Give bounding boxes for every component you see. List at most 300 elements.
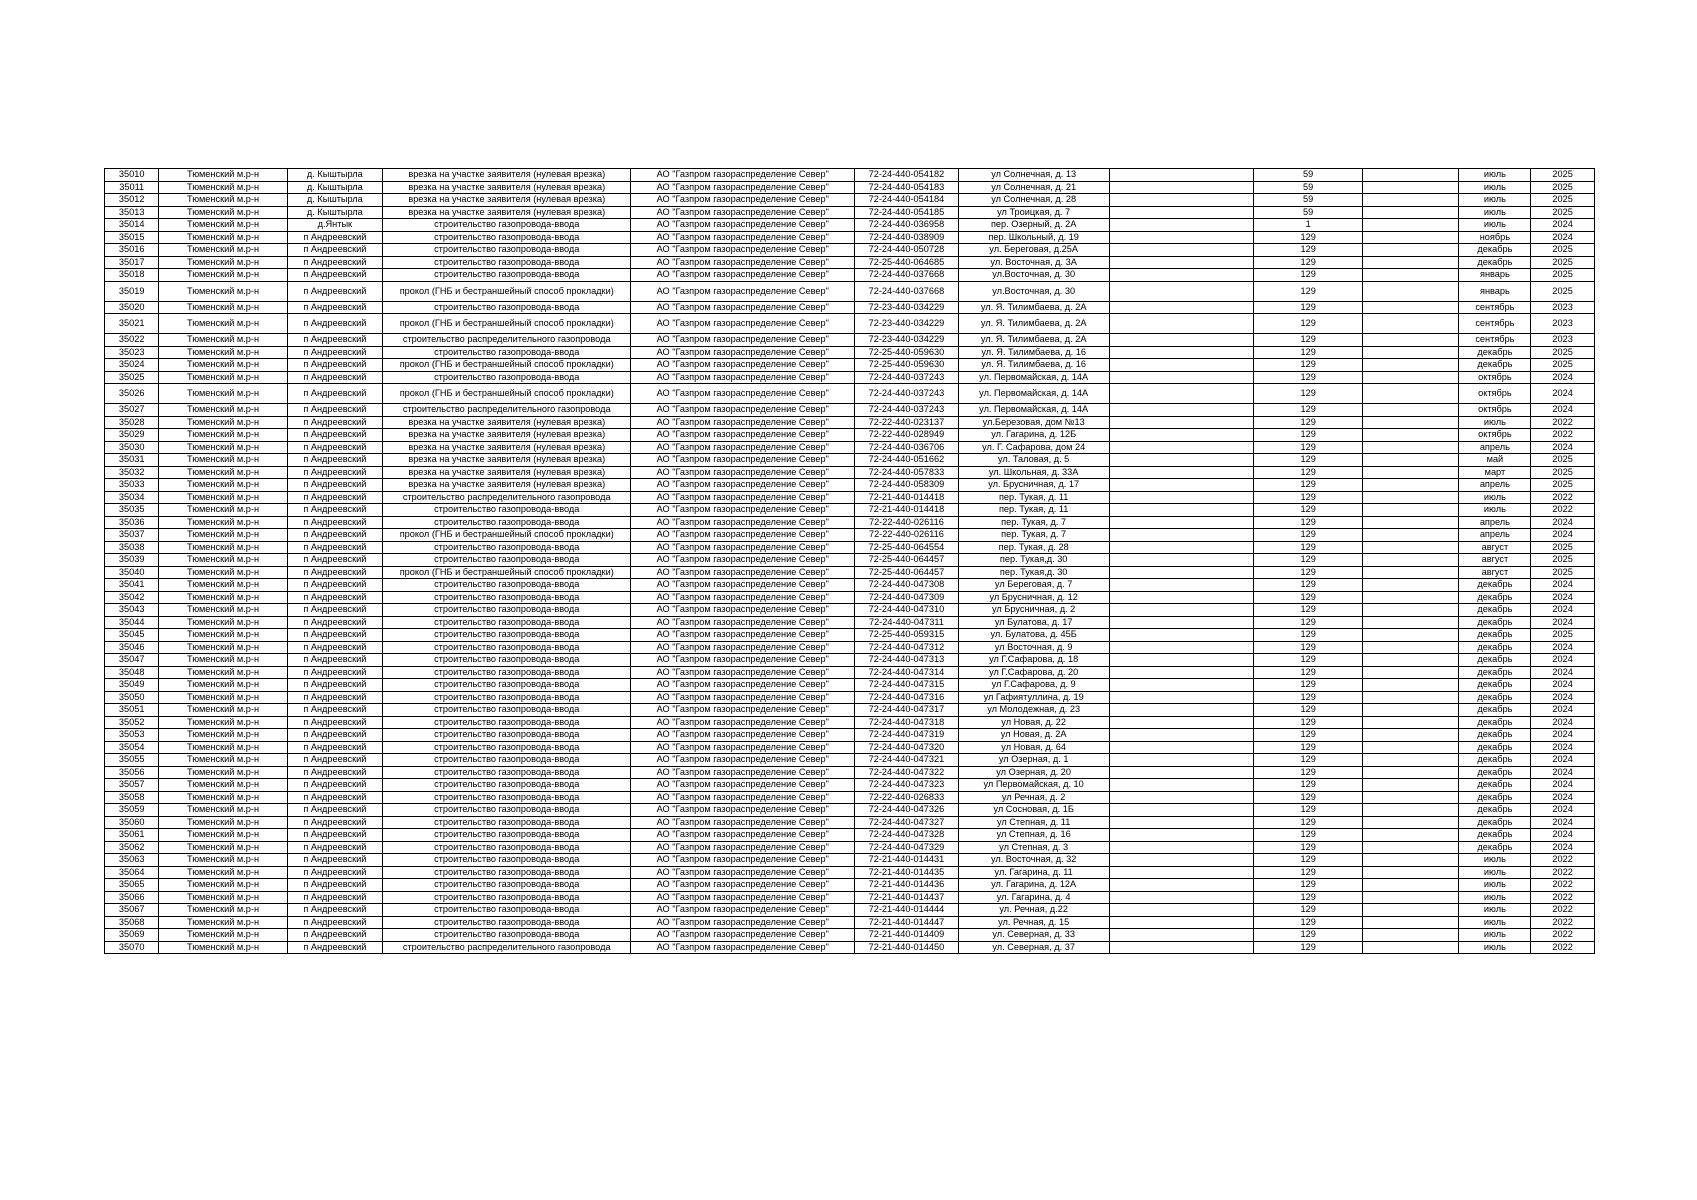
table-row [105, 429, 1595, 442]
cell-value: 59 [1254, 194, 1363, 207]
cell-address: ул. Северная, д. 33 [958, 929, 1109, 942]
cell-month: июль [1459, 194, 1531, 207]
cell-value: 129 [1254, 641, 1363, 654]
cell-work-type: врезка на участке заявителя (нулевая врезка) [383, 416, 631, 429]
table-row [105, 541, 1595, 554]
cell-extra1 [1109, 479, 1254, 492]
cell-address: ул. Я. Тилимбаева, д. 2А [958, 334, 1109, 347]
cell-year: 2025 [1531, 479, 1595, 492]
cell-address: ул Береговая, д. 7 [958, 579, 1109, 592]
cell-code: 72-24-440-057833 [855, 466, 959, 479]
cell-year: 2024 [1531, 704, 1595, 717]
cell-code: 72-21-440-014447 [855, 916, 959, 929]
cell-district: Тюменский м.р-н [159, 256, 287, 269]
cell-year: 2023 [1531, 334, 1595, 347]
cell-district: Тюменский м.р-н [159, 384, 287, 404]
cell-address: пер. Тукая, д. 28 [958, 541, 1109, 554]
cell-id: 35058 [105, 791, 159, 804]
cell-extra1 [1109, 371, 1254, 384]
table-row [105, 816, 1595, 829]
table-row [105, 829, 1595, 842]
cell-year: 2024 [1531, 529, 1595, 542]
cell-year: 2024 [1531, 404, 1595, 417]
cell-extra2 [1363, 314, 1459, 334]
cell-work-type: строительство газопровода-ввода [383, 879, 631, 892]
cell-code: 72-24-440-047320 [855, 741, 959, 754]
cell-extra2 [1363, 741, 1459, 754]
cell-extra2 [1363, 269, 1459, 282]
cell-extra1 [1109, 704, 1254, 717]
cell-work-type: строительство газопровода-ввода [383, 779, 631, 792]
cell-settlement: п Андреевский [287, 816, 382, 829]
cell-address: ул. Северная, д. 37 [958, 941, 1109, 954]
table-row [105, 779, 1595, 792]
cell-value: 129 [1254, 244, 1363, 257]
cell-district: Тюменский м.р-н [159, 641, 287, 654]
cell-id: 35021 [105, 314, 159, 334]
cell-work-type: врезка на участке заявителя (нулевая врезка) [383, 454, 631, 467]
cell-organization: АО "Газпром газораспределение Север" [631, 616, 855, 629]
cell-settlement: п Андреевский [287, 779, 382, 792]
cell-district: Тюменский м.р-н [159, 429, 287, 442]
cell-extra2 [1363, 616, 1459, 629]
cell-settlement: п Андреевский [287, 941, 382, 954]
cell-address: ул Восточная, д. 9 [958, 641, 1109, 654]
cell-settlement: п Андреевский [287, 371, 382, 384]
cell-organization: АО "Газпром газораспределение Север" [631, 679, 855, 692]
cell-month: январь [1459, 281, 1531, 301]
cell-settlement: п Андреевский [287, 716, 382, 729]
cell-id: 35070 [105, 941, 159, 954]
table-row [105, 219, 1595, 232]
cell-year: 2022 [1531, 416, 1595, 429]
cell-code: 72-24-440-047319 [855, 729, 959, 742]
cell-district: Тюменский м.р-н [159, 941, 287, 954]
cell-year: 2025 [1531, 629, 1595, 642]
cell-id: 35023 [105, 346, 159, 359]
table-row [105, 504, 1595, 517]
table-row [105, 854, 1595, 867]
cell-extra1 [1109, 169, 1254, 182]
table-row [105, 741, 1595, 754]
cell-extra1 [1109, 256, 1254, 269]
cell-month: декабрь [1459, 779, 1531, 792]
cell-value: 129 [1254, 429, 1363, 442]
cell-id: 35064 [105, 866, 159, 879]
cell-code: 72-24-440-047311 [855, 616, 959, 629]
cell-extra1 [1109, 791, 1254, 804]
cell-district: Тюменский м.р-н [159, 754, 287, 767]
cell-work-type: строительство газопровода-ввода [383, 301, 631, 314]
cell-organization: АО "Газпром газораспределение Север" [631, 491, 855, 504]
cell-year: 2024 [1531, 779, 1595, 792]
cell-month: сентябрь [1459, 334, 1531, 347]
cell-year: 2022 [1531, 929, 1595, 942]
cell-month: декабрь [1459, 591, 1531, 604]
cell-organization: АО "Газпром газораспределение Север" [631, 479, 855, 492]
cell-value: 129 [1254, 729, 1363, 742]
cell-district: Тюменский м.р-н [159, 716, 287, 729]
cell-year: 2025 [1531, 206, 1595, 219]
cell-district: Тюменский м.р-н [159, 194, 287, 207]
cell-year: 2025 [1531, 181, 1595, 194]
cell-value: 129 [1254, 854, 1363, 867]
table-row [105, 941, 1595, 954]
cell-id: 35016 [105, 244, 159, 257]
cell-value: 129 [1254, 716, 1363, 729]
cell-address: ул. Первомайская, д. 14А [958, 371, 1109, 384]
cell-address: ул Г.Сафарова, д. 9 [958, 679, 1109, 692]
cell-extra1 [1109, 604, 1254, 617]
cell-value: 129 [1254, 491, 1363, 504]
cell-code: 72-24-440-047317 [855, 704, 959, 717]
cell-id: 35063 [105, 854, 159, 867]
cell-work-type: строительство газопровода-ввода [383, 604, 631, 617]
cell-work-type: строительство газопровода-ввода [383, 766, 631, 779]
cell-value: 129 [1254, 741, 1363, 754]
cell-address: ул Речная, д. 2 [958, 791, 1109, 804]
cell-address: ул Степная, д. 3 [958, 841, 1109, 854]
table-row [105, 791, 1595, 804]
cell-district: Тюменский м.р-н [159, 729, 287, 742]
cell-id: 35050 [105, 691, 159, 704]
cell-month: декабрь [1459, 579, 1531, 592]
cell-district: Тюменский м.р-н [159, 244, 287, 257]
table-row [105, 359, 1595, 372]
records-table [104, 168, 1595, 954]
cell-settlement: п Андреевский [287, 854, 382, 867]
cell-value: 129 [1254, 629, 1363, 642]
cell-district: Тюменский м.р-н [159, 616, 287, 629]
cell-extra2 [1363, 866, 1459, 879]
cell-value: 129 [1254, 941, 1363, 954]
cell-value: 129 [1254, 754, 1363, 767]
cell-month: август [1459, 541, 1531, 554]
cell-settlement: п Андреевский [287, 301, 382, 314]
cell-month: апрель [1459, 479, 1531, 492]
cell-organization: АО "Газпром газораспределение Север" [631, 666, 855, 679]
cell-address: ул Троицкая, д. 7 [958, 206, 1109, 219]
cell-extra1 [1109, 941, 1254, 954]
cell-extra2 [1363, 541, 1459, 554]
table-row [105, 916, 1595, 929]
cell-year: 2024 [1531, 604, 1595, 617]
cell-extra2 [1363, 691, 1459, 704]
cell-address: ул. Таловая, д. 5 [958, 454, 1109, 467]
cell-work-type: строительство распределительного газопровода [383, 404, 631, 417]
cell-organization: АО "Газпром газораспределение Север" [631, 929, 855, 942]
cell-settlement: п Андреевский [287, 466, 382, 479]
cell-extra1 [1109, 504, 1254, 517]
cell-extra2 [1363, 454, 1459, 467]
cell-month: декабрь [1459, 256, 1531, 269]
cell-settlement: п Андреевский [287, 334, 382, 347]
cell-month: апрель [1459, 529, 1531, 542]
cell-district: Тюменский м.р-н [159, 169, 287, 182]
cell-value: 129 [1254, 841, 1363, 854]
cell-year: 2022 [1531, 491, 1595, 504]
cell-organization: АО "Газпром газораспределение Север" [631, 579, 855, 592]
cell-extra1 [1109, 231, 1254, 244]
cell-district: Тюменский м.р-н [159, 929, 287, 942]
table-row [105, 181, 1595, 194]
cell-id: 35031 [105, 454, 159, 467]
cell-code: 72-24-440-047310 [855, 604, 959, 617]
cell-id: 35014 [105, 219, 159, 232]
cell-extra1 [1109, 384, 1254, 404]
cell-address: ул Степная, д. 16 [958, 829, 1109, 842]
cell-extra1 [1109, 314, 1254, 334]
table-row [105, 334, 1595, 347]
cell-work-type: строительство газопровода-ввода [383, 841, 631, 854]
cell-address: пер. Тукая, д. 7 [958, 516, 1109, 529]
cell-code: 72-24-440-054184 [855, 194, 959, 207]
cell-settlement: п Андреевский [287, 604, 382, 617]
cell-settlement: п Андреевский [287, 866, 382, 879]
cell-work-type: строительство газопровода-ввода [383, 854, 631, 867]
cell-work-type: строительство газопровода-ввода [383, 244, 631, 257]
cell-year: 2022 [1531, 879, 1595, 892]
cell-organization: АО "Газпром газораспределение Север" [631, 754, 855, 767]
cell-month: март [1459, 466, 1531, 479]
cell-value: 59 [1254, 181, 1363, 194]
cell-id: 35054 [105, 741, 159, 754]
cell-district: Тюменский м.р-н [159, 741, 287, 754]
cell-year: 2025 [1531, 554, 1595, 567]
cell-year: 2024 [1531, 679, 1595, 692]
cell-code: 72-21-440-014437 [855, 891, 959, 904]
cell-id: 35047 [105, 654, 159, 667]
cell-organization: АО "Газпром газораспределение Север" [631, 454, 855, 467]
cell-year: 2022 [1531, 916, 1595, 929]
cell-id: 35017 [105, 256, 159, 269]
cell-address: ул. Школьная, д. 33А [958, 466, 1109, 479]
cell-address: ул. Я. Тилимбаева, д. 16 [958, 346, 1109, 359]
cell-id: 35035 [105, 504, 159, 517]
cell-id: 35013 [105, 206, 159, 219]
cell-month: декабрь [1459, 829, 1531, 842]
cell-extra2 [1363, 629, 1459, 642]
cell-month: январь [1459, 269, 1531, 282]
cell-code: 72-21-440-014409 [855, 929, 959, 942]
cell-id: 35037 [105, 529, 159, 542]
cell-district: Тюменский м.р-н [159, 854, 287, 867]
cell-month: декабрь [1459, 754, 1531, 767]
cell-extra2 [1363, 641, 1459, 654]
cell-settlement: п Андреевский [287, 554, 382, 567]
cell-month: апрель [1459, 516, 1531, 529]
cell-work-type: строительство газопровода-ввода [383, 629, 631, 642]
cell-address: ул. Восточная, д. 3А [958, 256, 1109, 269]
cell-month: декабрь [1459, 679, 1531, 692]
cell-address: ул Озерная, д. 20 [958, 766, 1109, 779]
cell-year: 2025 [1531, 541, 1595, 554]
cell-value: 129 [1254, 691, 1363, 704]
table-body [105, 169, 1595, 954]
cell-year: 2024 [1531, 371, 1595, 384]
cell-code: 72-21-440-014435 [855, 866, 959, 879]
table-row [105, 841, 1595, 854]
cell-year: 2024 [1531, 641, 1595, 654]
cell-month: апрель [1459, 441, 1531, 454]
cell-work-type: строительство газопровода-ввода [383, 791, 631, 804]
cell-district: Тюменский м.р-н [159, 904, 287, 917]
cell-settlement: п Андреевский [287, 766, 382, 779]
cell-organization: АО "Газпром газораспределение Север" [631, 359, 855, 372]
cell-extra2 [1363, 429, 1459, 442]
cell-code: 72-22-440-028949 [855, 429, 959, 442]
cell-settlement: д.Янтык [287, 219, 382, 232]
cell-year: 2024 [1531, 829, 1595, 842]
cell-month: июль [1459, 891, 1531, 904]
cell-extra1 [1109, 666, 1254, 679]
cell-organization: АО "Газпром газораспределение Север" [631, 891, 855, 904]
cell-extra2 [1363, 504, 1459, 517]
cell-extra2 [1363, 666, 1459, 679]
cell-extra2 [1363, 219, 1459, 232]
cell-work-type: строительство распределительного газопровода [383, 334, 631, 347]
cell-extra1 [1109, 891, 1254, 904]
cell-settlement: п Андреевский [287, 404, 382, 417]
table-row [105, 244, 1595, 257]
cell-value: 129 [1254, 516, 1363, 529]
cell-address: пер. Тукая, д. 11 [958, 504, 1109, 517]
cell-year: 2022 [1531, 429, 1595, 442]
cell-extra1 [1109, 779, 1254, 792]
cell-value: 129 [1254, 791, 1363, 804]
cell-work-type: врезка на участке заявителя (нулевая врезка) [383, 466, 631, 479]
cell-value: 129 [1254, 891, 1363, 904]
cell-code: 72-24-440-037243 [855, 384, 959, 404]
cell-value: 129 [1254, 281, 1363, 301]
cell-work-type: врезка на участке заявителя (нулевая врезка) [383, 169, 631, 182]
cell-code: 72-24-440-047308 [855, 579, 959, 592]
cell-district: Тюменский м.р-н [159, 841, 287, 854]
cell-code: 72-25-440-064685 [855, 256, 959, 269]
cell-value: 1 [1254, 219, 1363, 232]
cell-extra1 [1109, 641, 1254, 654]
cell-district: Тюменский м.р-н [159, 314, 287, 334]
cell-month: июль [1459, 854, 1531, 867]
cell-id: 35065 [105, 879, 159, 892]
cell-year: 2025 [1531, 256, 1595, 269]
cell-value: 129 [1254, 466, 1363, 479]
cell-extra1 [1109, 929, 1254, 942]
cell-code: 72-25-440-059630 [855, 359, 959, 372]
cell-month: декабрь [1459, 704, 1531, 717]
cell-extra2 [1363, 716, 1459, 729]
cell-district: Тюменский м.р-н [159, 346, 287, 359]
table-row [105, 384, 1595, 404]
cell-settlement: п Андреевский [287, 516, 382, 529]
cell-id: 35061 [105, 829, 159, 842]
cell-code: 72-24-440-047323 [855, 779, 959, 792]
table-row [105, 479, 1595, 492]
cell-extra2 [1363, 346, 1459, 359]
cell-value: 129 [1254, 616, 1363, 629]
cell-organization: АО "Газпром газораспределение Север" [631, 766, 855, 779]
cell-id: 35024 [105, 359, 159, 372]
cell-work-type: строительство распределительного газопровода [383, 941, 631, 954]
cell-settlement: п Андреевский [287, 579, 382, 592]
cell-extra1 [1109, 429, 1254, 442]
cell-organization: АО "Газпром газораспределение Север" [631, 194, 855, 207]
cell-district: Тюменский м.р-н [159, 879, 287, 892]
table-row [105, 879, 1595, 892]
cell-address: ул Новая, д. 64 [958, 741, 1109, 754]
cell-organization: АО "Газпром газораспределение Север" [631, 804, 855, 817]
cell-organization: АО "Газпром газораспределение Север" [631, 529, 855, 542]
cell-id: 35022 [105, 334, 159, 347]
cell-organization: АО "Газпром газораспределение Север" [631, 866, 855, 879]
cell-organization: АО "Газпром газораспределение Север" [631, 916, 855, 929]
cell-settlement: д. Кыштырла [287, 206, 382, 219]
cell-id: 35026 [105, 384, 159, 404]
cell-year: 2024 [1531, 741, 1595, 754]
cell-value: 129 [1254, 816, 1363, 829]
cell-district: Тюменский м.р-н [159, 604, 287, 617]
cell-code: 72-23-440-034229 [855, 334, 959, 347]
cell-extra1 [1109, 691, 1254, 704]
table-row [105, 666, 1595, 679]
cell-id: 35011 [105, 181, 159, 194]
cell-settlement: д. Кыштырла [287, 181, 382, 194]
table-row [105, 371, 1595, 384]
cell-extra2 [1363, 804, 1459, 817]
cell-id: 35046 [105, 641, 159, 654]
cell-extra2 [1363, 729, 1459, 742]
cell-settlement: п Андреевский [287, 666, 382, 679]
cell-address: ул Брусничная, д. 2 [958, 604, 1109, 617]
cell-organization: АО "Газпром газораспределение Север" [631, 554, 855, 567]
table-row [105, 629, 1595, 642]
cell-extra2 [1363, 554, 1459, 567]
cell-extra2 [1363, 416, 1459, 429]
cell-address: ул Новая, д. 2А [958, 729, 1109, 742]
cell-extra1 [1109, 829, 1254, 842]
cell-organization: АО "Газпром газораспределение Север" [631, 269, 855, 282]
cell-organization: АО "Газпром газораспределение Север" [631, 729, 855, 742]
cell-district: Тюменский м.р-н [159, 466, 287, 479]
cell-month: май [1459, 454, 1531, 467]
cell-district: Тюменский м.р-н [159, 516, 287, 529]
cell-settlement: п Андреевский [287, 314, 382, 334]
cell-settlement: п Андреевский [287, 231, 382, 244]
table-row [105, 231, 1595, 244]
table-row [105, 441, 1595, 454]
cell-address: ул. Речная, д. 15 [958, 916, 1109, 929]
cell-year: 2025 [1531, 281, 1595, 301]
cell-extra1 [1109, 441, 1254, 454]
cell-code: 72-24-440-037668 [855, 269, 959, 282]
cell-extra1 [1109, 716, 1254, 729]
cell-extra1 [1109, 359, 1254, 372]
cell-year: 2025 [1531, 346, 1595, 359]
cell-district: Тюменский м.р-н [159, 866, 287, 879]
table-row [105, 314, 1595, 334]
cell-value: 129 [1254, 416, 1363, 429]
cell-work-type: строительство газопровода-ввода [383, 654, 631, 667]
cell-extra2 [1363, 206, 1459, 219]
cell-extra1 [1109, 516, 1254, 529]
cell-value: 129 [1254, 704, 1363, 717]
cell-settlement: п Андреевский [287, 441, 382, 454]
cell-organization: АО "Газпром газораспределение Север" [631, 654, 855, 667]
cell-district: Тюменский м.р-н [159, 916, 287, 929]
cell-work-type: врезка на участке заявителя (нулевая врезка) [383, 181, 631, 194]
cell-year: 2024 [1531, 516, 1595, 529]
cell-month: декабрь [1459, 666, 1531, 679]
